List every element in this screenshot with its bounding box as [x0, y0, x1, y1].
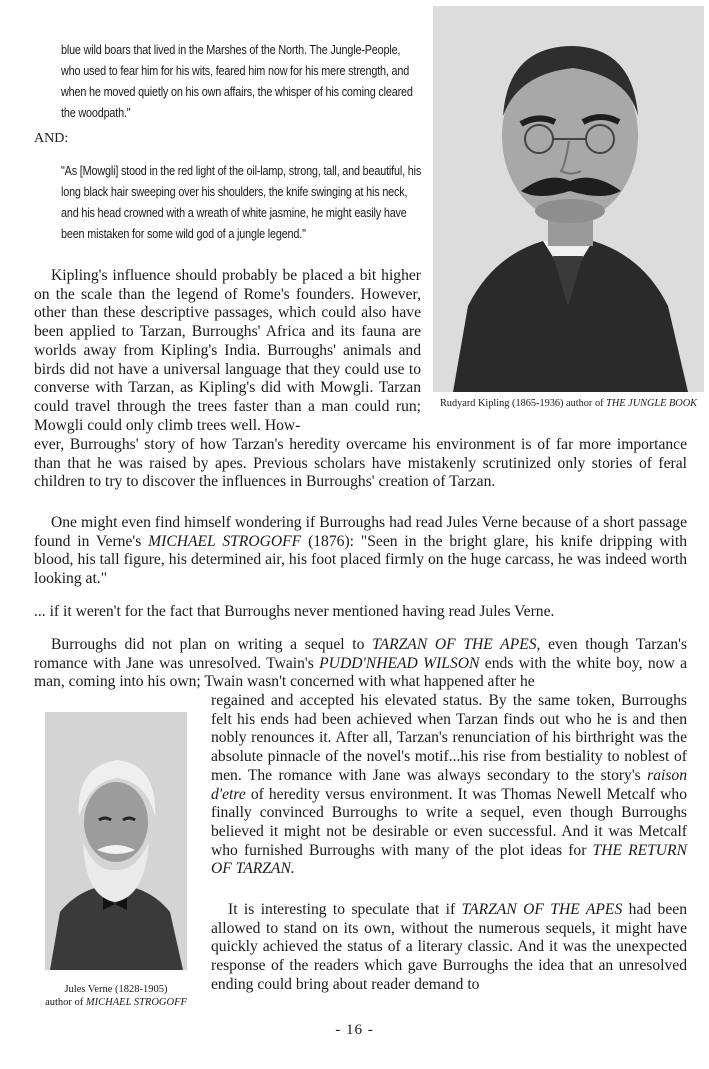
kipling-portrait — [433, 6, 704, 392]
title-michael-strogoff: MICHAEL STROGOFF — [148, 532, 302, 550]
paragraph-sequel: Burroughs did not plan on writing a sequel to TARZAN OF THE APES, even though Tarzan's romance with Jane was unresolved. Twain's PUDD'NHEAD WILSON ends with the white boy, now a man, coming into his own; Twain wasn't concerned with what happened after he — [34, 636, 688, 691]
raison-detre: raison d'etre — [211, 766, 687, 803]
kipling-caption-prefix: Rudyard Kipling (1865-1936) author of — [439, 398, 607, 409]
jules-verne-caption-line1: Jules Verne (1828-1905) — [64, 984, 168, 995]
kipling-caption-title: THE JUNGLE BOOK — [606, 398, 698, 409]
paragraph-kipling-influence-continued: ever, Burroughs' story of how Tarzan's heredity overcame his environment is of far more importance than that he was raised by apes. Previous scholars have mistakenly scrutinized only stories of feral children to try to discover the influences in Burroughs' creation of Tarzan. — [34, 436, 687, 491]
jules-verne-caption — [40, 983, 192, 1009]
jules-verne-caption-prefix: author of — [45, 997, 86, 1008]
kipling-quote-2: "As [Mowgli] stood in the red light of the oil-lamp, strong, tall, and beautiful, his long black hair sweeping over his shoulders, the knife swinging at his neck, and his head crowned with a wreath of white jasmine, he might easily have been mistaken for some wild god of a jungle legend." — [61, 164, 422, 241]
title-tarzan-of-the-apes: TARZAN OF THE APES, — [372, 636, 541, 653]
and-label: AND: — [34, 131, 69, 146]
paragraph-jules-verne: One might even find himself wondering if Burroughs had read Jules Verne because of a short passage found in Verne's MICHAEL STROGOFF (1876): "Seen in the bright glare, his knife dripping with blood, his tall figure, his determined air, his foot placed firmly on the huge carcass, he was indeed worth looking at." — [34, 514, 687, 588]
kipling-portrait-image — [433, 6, 704, 392]
title-puddnhead-wilson: PUDD'NHEAD WILSON — [319, 654, 480, 672]
paragraph-kipling-influence: Kipling's influence should probably be placed a bit higher on the scale than the legend of Rome's founders. However, other than these descriptive passages, which could also have been applied to Tarzan, Burroughs' Africa and its fauna are worlds away from Kipling's India. Burroughs' animals and birds did not have a universal language that they could use to converse with Tarzan, as Kipling's did with Mowgli. Tarzan could travel through the trees faster than a man could run; Mowgli could only climb trees well. How- — [34, 267, 421, 434]
paragraph-never-mentioned: ... if it weren't for the fact that Burroughs never mentioned having read Jules Verne. — [34, 603, 555, 620]
title-return-of-tarzan: THE RETURN OF TARZAN. — [211, 841, 687, 878]
title-tarzan-of-the-apes-2: TARZAN OF THE APES — [461, 901, 623, 918]
paragraph-speculate: It is interesting to speculate that if TARZAN OF THE APES had been allowed to stand on its own, without the numerous sequels, it might have quickly achieved the status of a literary classic. And it was the unexpected response of the readers which gave Burroughs the idea that an unresolved ending could bring about reader demand to — [211, 901, 687, 993]
kipling-quote-1: blue wild boars that lived in the Marshes of the North. The Jungle-People, who used to fear him for his wits, feared him now for his mere strength, and when he moved quietly on his own affairs, the whisper of his coming cleared the woodpath." — [61, 43, 413, 120]
page-number: - 16 - — [335, 1022, 374, 1038]
jules-verne-caption-title: MICHAEL STROGOFF — [85, 997, 187, 1008]
kipling-caption — [433, 397, 704, 410]
paragraph-sequel-continued: regained and accepted his elevated status. By the same token, Burroughs felt his ends had been achieved when Tarzan finds out who he is and then nobly renounces it. After all, Tarzan's renunciation of his birthright was the absolute pinnacle of the novel's motif...his rise from bestiality to noblest of men. The romance with Jane was always secondary to the story's raison d'etre of heredity versus environment. It was Thomas Newell Metcalf who finally convinced Burroughs to write a sequel, even though Burroughs believed it might not be desirable or even successful. And it was Metcalf who furnished Burroughs with many of the plot ideas for THE RETURN OF TARZAN. — [211, 692, 687, 878]
jules-verne-portrait-image — [45, 712, 187, 970]
jules-verne-portrait — [45, 712, 187, 970]
